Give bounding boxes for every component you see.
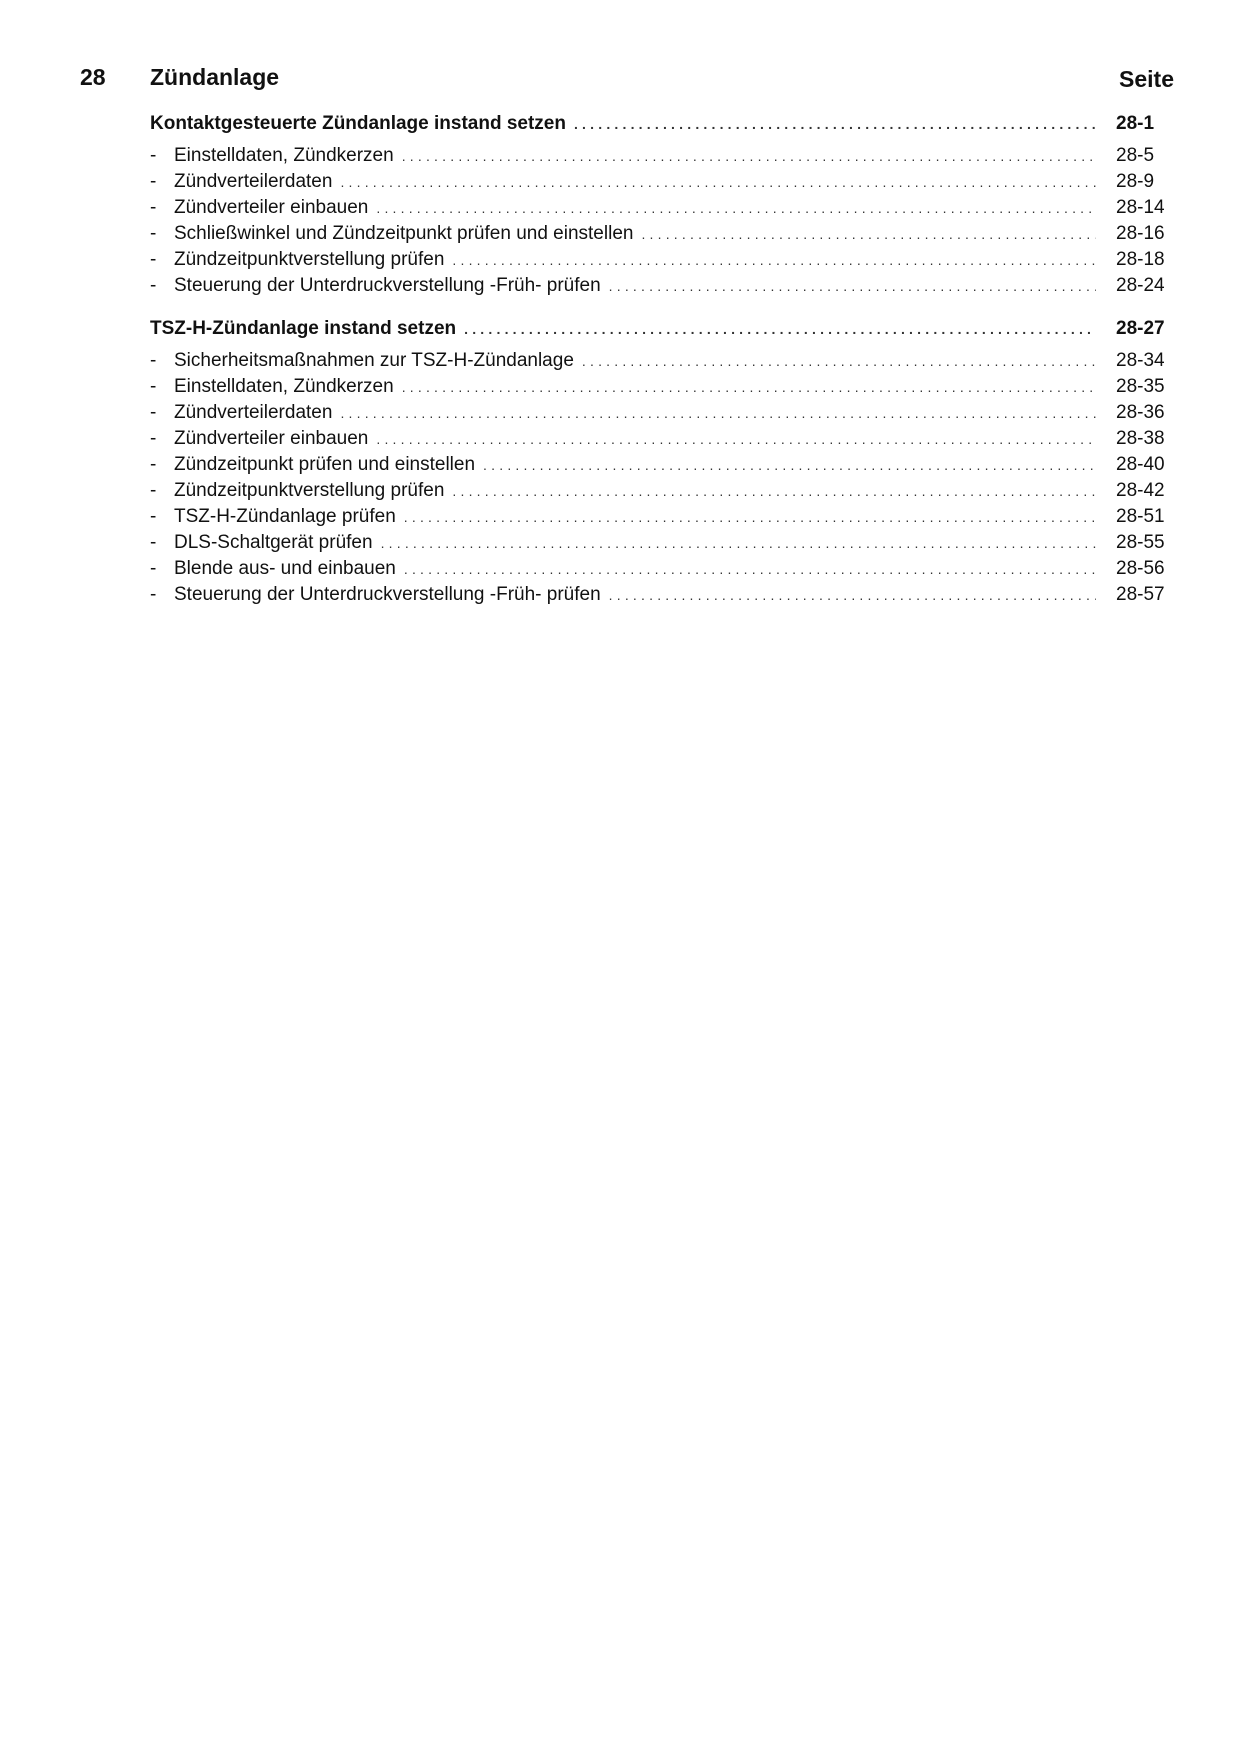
- bullet-dash: -: [150, 350, 157, 371]
- table-of-contents: [150, 113, 1174, 627]
- toc-entry[interactable]: [150, 249, 1174, 275]
- bullet-dash: -: [150, 454, 157, 475]
- toc-entry-page: 28-9: [1116, 171, 1155, 192]
- toc-entry-label: Zündverteiler einbauen: [174, 197, 369, 218]
- dot-leader: [340, 174, 1096, 190]
- toc-heading-page: 28-27: [1116, 318, 1165, 339]
- toc-entry[interactable]: [150, 197, 1174, 223]
- toc-entry-page: 28-51: [1116, 506, 1165, 527]
- toc-entry[interactable]: [150, 454, 1174, 480]
- toc-entry[interactable]: [150, 145, 1174, 171]
- toc-entry-page: 28-14: [1116, 197, 1165, 218]
- toc-entry[interactable]: [150, 428, 1174, 454]
- toc-entry-label: TSZ-H-Zündanlage prüfen: [174, 506, 396, 527]
- toc-entry-page: 28-5: [1116, 145, 1155, 166]
- chapter-header: [80, 64, 1174, 100]
- toc-entry-label: Sicherheitsmaßnahmen zur TSZ-H-Zündanlage: [174, 350, 574, 371]
- bullet-dash: -: [150, 402, 157, 423]
- toc-entry-page: 28-38: [1116, 428, 1165, 449]
- toc-section-tsz-h: [150, 318, 1174, 610]
- toc-entry-label: Zündzeitpunktverstellung prüfen: [174, 249, 445, 270]
- bullet-dash: -: [150, 506, 157, 527]
- toc-entry-page: 28-35: [1116, 376, 1165, 397]
- bullet-dash: -: [150, 480, 157, 501]
- toc-entry-label: DLS-Schaltgerät prüfen: [174, 532, 373, 553]
- dot-leader: [574, 116, 1096, 132]
- dot-leader: [452, 483, 1096, 499]
- bullet-dash: -: [150, 558, 157, 579]
- toc-entry[interactable]: [150, 402, 1174, 428]
- dot-leader: [376, 431, 1096, 447]
- chapter-number: 28: [80, 64, 106, 90]
- dot-leader: [452, 252, 1096, 268]
- dot-leader: [381, 535, 1096, 551]
- dot-leader: [402, 148, 1096, 164]
- dot-leader: [404, 561, 1096, 577]
- toc-entry-page: 28-55: [1116, 532, 1165, 553]
- bullet-dash: -: [150, 249, 157, 270]
- dot-leader: [609, 587, 1096, 603]
- page-column-label: Seite: [1119, 66, 1174, 92]
- toc-entry-label: Einstelldaten, Zündkerzen: [174, 145, 394, 166]
- toc-entry[interactable]: [150, 350, 1174, 376]
- toc-entry-label: Zündzeitpunkt prüfen und einstellen: [174, 454, 476, 475]
- dot-leader: [402, 379, 1096, 395]
- toc-entry-page: 28-16: [1116, 223, 1165, 244]
- dot-leader: [404, 509, 1096, 525]
- dot-leader: [376, 200, 1096, 216]
- dot-leader: [464, 321, 1096, 337]
- bullet-dash: -: [150, 223, 157, 244]
- bullet-dash: -: [150, 532, 157, 553]
- toc-entry-page: 28-57: [1116, 584, 1165, 605]
- toc-entry-label: Blende aus- und einbauen: [174, 558, 396, 579]
- toc-entry-page: 28-36: [1116, 402, 1165, 423]
- dot-leader: [609, 278, 1096, 294]
- toc-entry[interactable]: [150, 223, 1174, 249]
- bullet-dash: -: [150, 428, 157, 449]
- toc-entry-label: Zündverteilerdaten: [174, 171, 333, 192]
- toc-entry-page: 28-18: [1116, 249, 1165, 270]
- toc-entry[interactable]: [150, 480, 1174, 506]
- toc-heading-page: 28-1: [1116, 113, 1155, 134]
- toc-entry[interactable]: [150, 584, 1174, 610]
- toc-entry-page: 28-40: [1116, 454, 1165, 475]
- toc-entry[interactable]: [150, 171, 1174, 197]
- toc-entry[interactable]: [150, 506, 1174, 532]
- bullet-dash: -: [150, 376, 157, 397]
- toc-entry-page: 28-56: [1116, 558, 1165, 579]
- chapter-title: Zündanlage: [150, 64, 280, 90]
- dot-leader: [641, 226, 1096, 242]
- toc-entry-label: Zündverteilerdaten: [174, 402, 333, 423]
- bullet-dash: -: [150, 171, 157, 192]
- bullet-dash: -: [150, 197, 157, 218]
- bullet-dash: -: [150, 275, 157, 296]
- toc-heading-label: Kontaktgesteuerte Zündanlage instand setzen: [150, 113, 566, 134]
- toc-entry[interactable]: [150, 376, 1174, 402]
- toc-section-kontaktgesteuert: [150, 113, 1174, 301]
- toc-entry[interactable]: [150, 532, 1174, 558]
- toc-heading-entry[interactable]: [150, 318, 1174, 350]
- toc-entry-label: Schließwinkel und Zündzeitpunkt prüfen und einstellen: [174, 223, 634, 244]
- toc-heading-entry[interactable]: [150, 113, 1174, 145]
- dot-leader: [483, 457, 1096, 473]
- toc-entry-label: Zündzeitpunktverstellung prüfen: [174, 480, 445, 501]
- dot-leader: [340, 405, 1096, 421]
- toc-entry-label: Steuerung der Unterdruckverstellung -Früh- prüfen: [174, 584, 601, 605]
- toc-heading-label: TSZ-H-Zündanlage instand setzen: [150, 318, 457, 339]
- toc-entry[interactable]: [150, 275, 1174, 301]
- toc-entry-label: Einstelldaten, Zündkerzen: [174, 376, 394, 397]
- toc-entry-label: Steuerung der Unterdruckverstellung -Früh- prüfen: [174, 275, 601, 296]
- dot-leader: [582, 353, 1096, 369]
- toc-entry-label: Zündverteiler einbauen: [174, 428, 369, 449]
- bullet-dash: -: [150, 584, 157, 605]
- toc-entry-page: 28-42: [1116, 480, 1165, 501]
- toc-entry-page: 28-34: [1116, 350, 1165, 371]
- toc-entry-page: 28-24: [1116, 275, 1165, 296]
- bullet-dash: -: [150, 145, 157, 166]
- toc-entry[interactable]: [150, 558, 1174, 584]
